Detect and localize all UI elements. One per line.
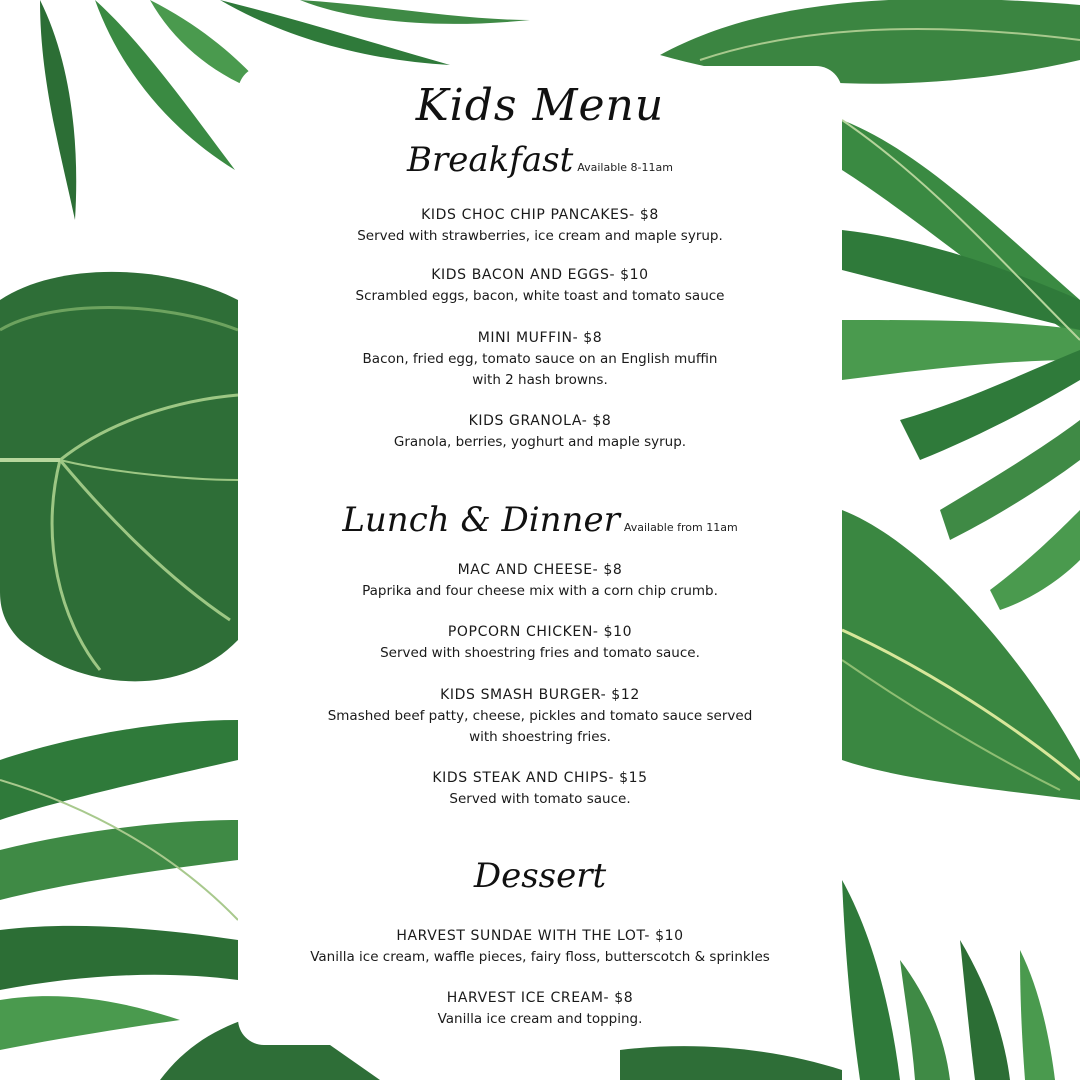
section-availability-breakfast: Available 8-11am: [577, 161, 673, 174]
menu-title: Kids Menu: [415, 80, 665, 131]
menu-card: [238, 66, 842, 1045]
menu-item: [238, 328, 842, 391]
monstera-leaf-left: [0, 272, 238, 681]
menu-item-description: Scrambled eggs, bacon, white toast and tomato sauce: [355, 288, 725, 304]
menu-item-name: KIDS SMASH BURGER- $12: [440, 687, 640, 703]
menu-item-name: HARVEST ICE CREAM- $8: [446, 990, 634, 1006]
menu-item-description: Vanilla ice cream, waffle pieces, fairy floss, butterscotch & sprinkles: [310, 949, 770, 965]
menu-item-name: KIDS GRANOLA- $8: [468, 413, 612, 429]
menu-item: [238, 411, 842, 453]
menu-item: [238, 265, 842, 307]
menu-item-description: Bacon, fried egg, tomato sauce on an English muffin with 2 hash browns.: [362, 351, 718, 388]
section-title-breakfast: Breakfast: [407, 140, 574, 180]
menu-item-description: Smashed beef patty, cheese, pickles and tomato sauce served with shoestring fries.: [327, 708, 753, 745]
menu-item-name: KIDS STEAK AND CHIPS- $15: [432, 770, 648, 786]
menu-item: [238, 205, 842, 247]
menu-item-name: MINI MUFFIN- $8: [477, 330, 603, 346]
section-availability-lunch-dinner: Available from 11am: [623, 521, 738, 534]
menu-item: [238, 685, 842, 748]
menu-item-description: Paprika and four cheese mix with a corn chip crumb.: [362, 583, 718, 599]
menu-item: [238, 926, 842, 968]
menu-item-description: Vanilla ice cream and topping.: [437, 1011, 643, 1027]
menu-item: [238, 622, 842, 664]
menu-item-name: KIDS CHOC CHIP PANCAKES- $8: [421, 207, 659, 223]
menu-item-name: MAC AND CHEESE- $8: [457, 562, 623, 578]
menu-item-name: POPCORN CHICKEN- $10: [447, 624, 633, 640]
menu-item-name: HARVEST SUNDAE WITH THE LOT- $10: [396, 928, 684, 944]
menu-item-description: Served with shoestring fries and tomato sauce.: [380, 645, 700, 661]
menu-item-name: KIDS BACON AND EGGS- $10: [431, 267, 649, 283]
section-title-lunch-dinner: Lunch & Dinner: [342, 500, 620, 540]
menu-item: [238, 560, 842, 602]
section-heading-breakfast: [238, 140, 842, 180]
menu-item: [238, 988, 842, 1030]
section-heading-dessert: [238, 856, 842, 896]
section-heading-lunch-dinner: [238, 500, 842, 540]
menu-item-description: Granola, berries, yoghurt and maple syrup.: [393, 434, 687, 450]
menu-item-description: Served with strawberries, ice cream and maple syrup.: [357, 228, 723, 244]
menu-item-description: Served with tomato sauce.: [449, 791, 631, 807]
menu-item: [238, 768, 842, 810]
section-title-dessert: Dessert: [473, 856, 607, 896]
